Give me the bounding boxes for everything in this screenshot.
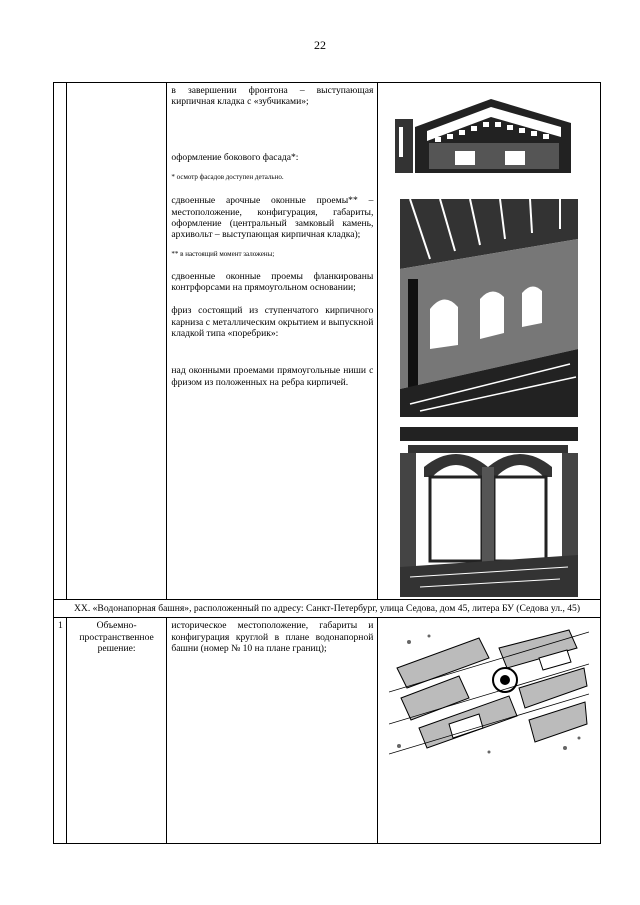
section-title: XX. «Водонапорная башня», расположенный по адресу: Санкт-Петербург, улица Седова, дом 45, литера БУ (Седова ул., 45) xyxy=(54,600,601,618)
page-number: 22 xyxy=(314,38,326,52)
row-description xyxy=(167,618,378,844)
site-plan-map xyxy=(389,628,589,760)
document-table xyxy=(53,82,601,844)
arched-windows-photo xyxy=(400,427,578,597)
table-row xyxy=(54,83,601,600)
number-cell xyxy=(54,83,67,600)
desc-buttresses: сдвоенные оконные проемы фланкированы контрфорсами на прямоугольном основании; xyxy=(171,270,374,293)
row-name: Объемно-пространственное решение: xyxy=(66,618,167,844)
desc-frieze: фриз состоящий из ступенчатого кирпичного карниза с металлическим окрытием и выпускной кладкой типа «поребрик»: xyxy=(171,305,374,339)
desc-note-1: * осмотр фасадов доступен детально. xyxy=(171,172,284,181)
desc-note-2: ** в настоящий момент заложены; xyxy=(171,250,275,259)
table-row xyxy=(54,618,601,844)
desc-pediment: в завершении фронтона – выступающая кирпичная кладка с «зубчиками»; xyxy=(171,85,374,108)
section-row xyxy=(54,600,601,618)
row-number: 1 xyxy=(54,618,67,844)
photo-cell xyxy=(378,83,601,600)
map-cell xyxy=(378,618,601,844)
row-description-text: историческое местоположение, габариты и конфигурация круглой в плане водонапорной башни (номер № 10 на плане границ); xyxy=(171,620,374,654)
desc-side-facade: оформление бокового фасада*: xyxy=(171,151,299,163)
name-cell xyxy=(66,83,167,600)
desc-niches: над оконными проемами прямоугольные ниши с фризом из положенных на ребра кирпичей. xyxy=(171,365,374,388)
description-cell xyxy=(167,83,378,600)
desc-arched-windows: сдвоенные арочные оконные проемы** – местоположение, конфигурация, габариты, оформление (центральный замковый камень, архивольт – выступающая кирпичная кладка); xyxy=(171,195,374,241)
pediment-photo xyxy=(395,93,583,173)
side-facade-photo xyxy=(400,199,578,417)
